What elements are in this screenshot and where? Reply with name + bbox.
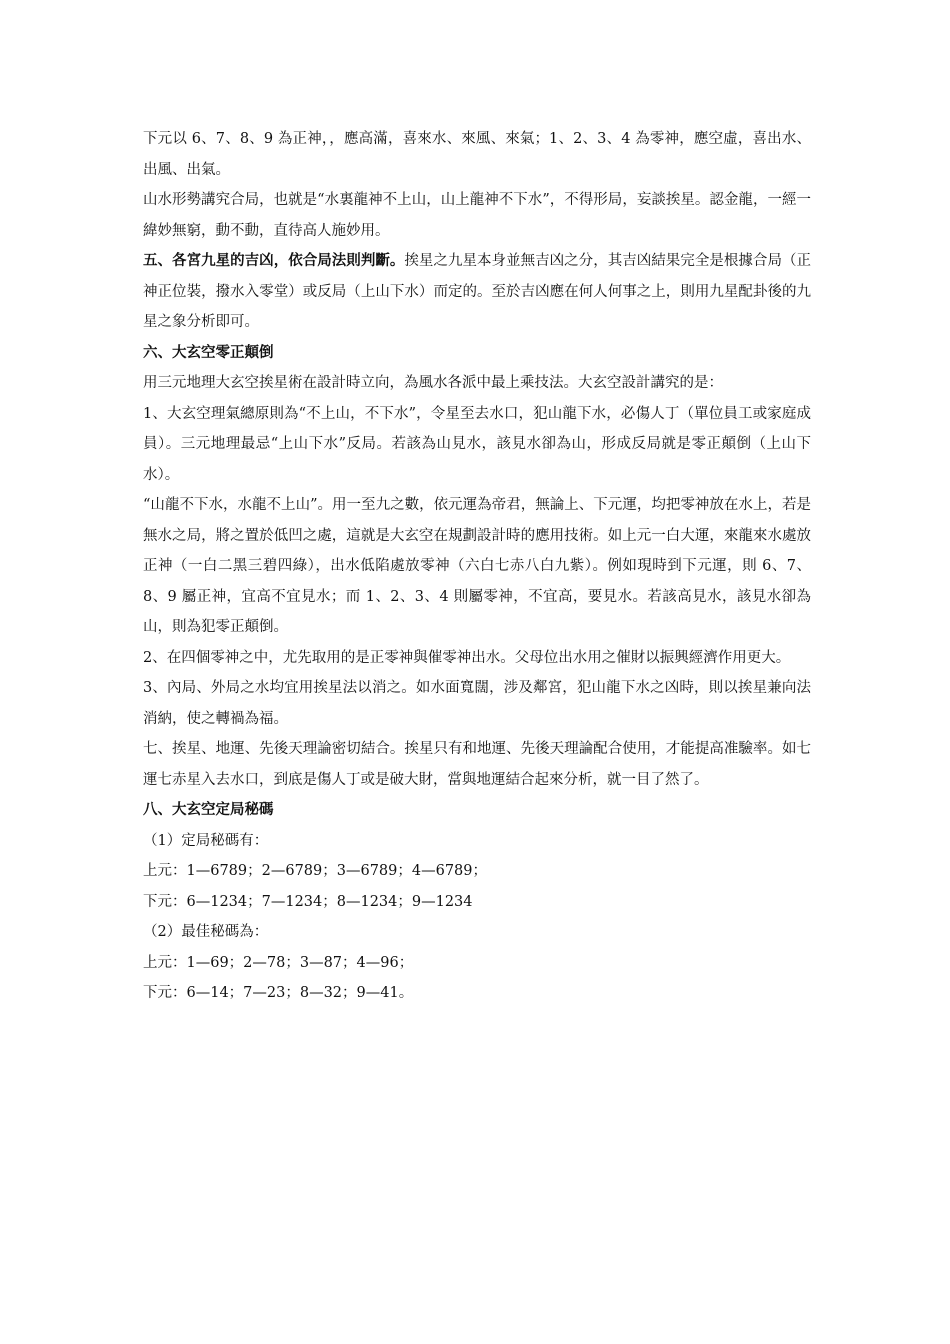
- paragraph-mountain-water: “山龍不下水，水龍不上山”。用一至九之數，依元運為帝君，無論上、下元運，均把零神放在水上，若是無水之局，將之置於低凹之處，這就是大玄空在規劃設計時的應用技術。如上元一白大運，來龍來水處放正神（一白二黑三碧四綠），出水低陷處放零神（六白七赤八白九紫）。例如現時到下元運，則 6、7、8、9 屬正神，宜高不宜見水；而 1、2、3、4 則屬零神，不宜高，要見水。若該高見水，該見水卻為山，則為犯零正顛倒。: [143, 497, 811, 635]
- code-line-lower-1: 下元：6—1234；7—1234；8—1234；9—1234: [143, 893, 473, 910]
- document-page: [143, 124, 811, 1009]
- paragraph-lower-era-spirits: 下元以 6、7、8、9 為正神，，應高滿，喜來水、來風、來氣；1、2、3、4 為零神，應空虛，喜出水、出風、出氣。: [143, 131, 811, 178]
- paragraph-item-3: 3、內局、外局之水均宜用挨星法以消之。如水面寬闊，涉及鄰宮，犯山龍下水之凶時，則以挨星兼向法消納，使之轉禍為福。: [143, 680, 811, 727]
- section-eight-heading: 八、大玄空定局秘碼: [143, 802, 274, 818]
- subheading-fixed-codes: （1）定局秘碼有：: [143, 832, 269, 849]
- section-six-heading: 六、大玄空零正顛倒: [143, 344, 274, 361]
- subheading-best-codes: （2）最佳秘碼為：: [143, 924, 269, 940]
- paragraph-section-seven: 七、挨星、地運、先後天理論密切結合。挨星只有和地運、先後天理論配合使用，才能提高准驗率。如七運七赤星入去水口，到底是傷人丁或是破大財，當與地運結合起來分析，就一目了然了。: [143, 741, 811, 788]
- paragraph-nine-stars: [143, 246, 811, 338]
- paragraph-item-1: 1、大玄空理氣總原則為“不上山，不下水”，令星至去水口，犯山龍下水，必傷人丁（單位員工或家庭成員）。三元地理最忌“上山下水”反局。若該為山見水，該見水卻為山，形成反局就是零正顛倒（上山下水）。: [143, 405, 811, 483]
- code-line-lower-2: 下元：6—14；7—23；8—32；9—41。: [143, 985, 414, 1001]
- code-line-upper-2: 上元：1—69；2—78；3—87；4—96；: [143, 954, 414, 971]
- paragraph-intro: 用三元地理大玄空挨星術在設計時立向，為風水各派中最上乘技法。大玄空設計講究的是：: [143, 375, 723, 391]
- code-line-upper-1: 上元：1—6789；2—6789；3—6789；4—6789；: [143, 863, 488, 879]
- section-five-body: 挨星之九星本身並無吉凶之分，其吉凶結果完全是根據合局（正神正位裝，撥水入零堂）或反局（上山下水）而定的。至於吉凶應在何人何事之上，則用九星配卦後的九星之象分析即可。: [143, 253, 812, 330]
- paragraph-landform: 山水形勢講究合局，也就是“水裏龍神不上山，山上龍神不下水”，不得形局，妄談挨星。認金龍，一經一緯妙無窮，動不動，直待高人施妙用。: [143, 192, 811, 239]
- section-five-heading: 五、各宮九星的吉凶，依合局法則判斷。: [143, 253, 405, 269]
- paragraph-item-2: 2、在四個零神之中，尤先取用的是正零神與催零神出水。父母位出水用之催財以振興經濟作用更大。: [143, 649, 791, 666]
